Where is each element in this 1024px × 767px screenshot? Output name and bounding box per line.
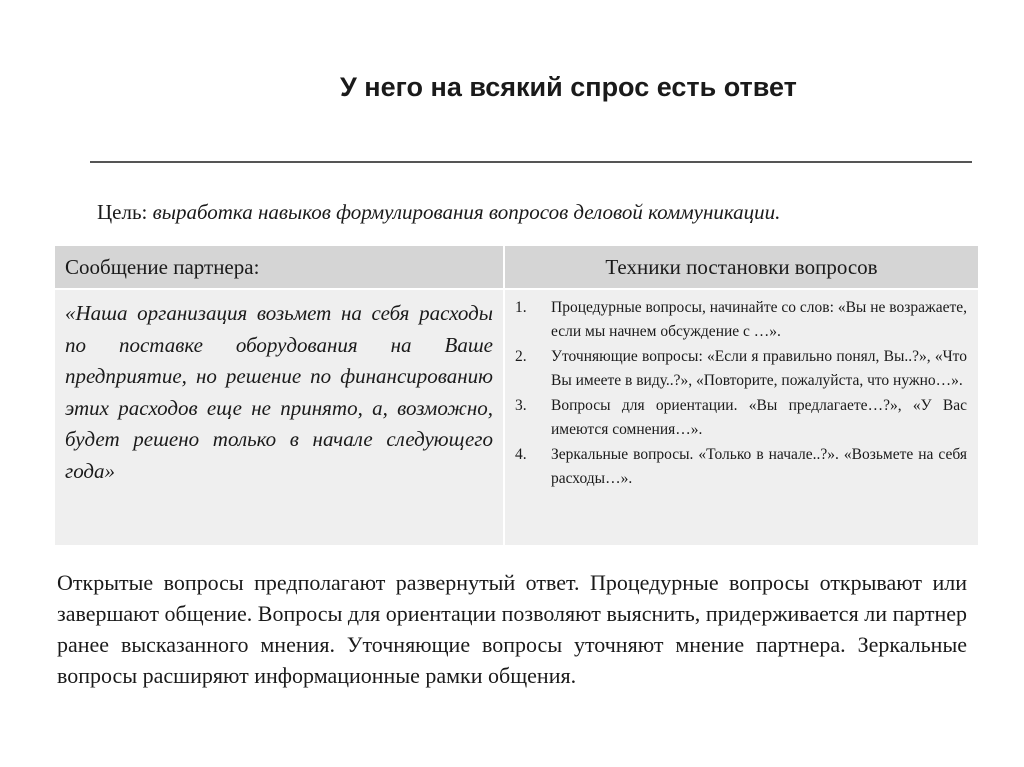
techniques-list xyxy=(515,296,967,492)
header-divider xyxy=(55,288,978,290)
header-techniques: Техники постановки вопросов xyxy=(505,246,978,288)
item-number: 1. xyxy=(515,299,527,316)
list-item xyxy=(515,296,967,343)
item-text: Зеркальные вопросы. «Только в начале..?». «Возьмете на себя расходы…». xyxy=(551,446,967,487)
item-number: 2. xyxy=(515,348,527,365)
summary-paragraph: Открытые вопросы предполагают развернутый ответ. Процедурные вопросы открывают или завершают общение. Вопросы для ориентации позволяют выяснить, придерживается ли партнер ранее высказанного мнения. Уточняющие вопросы уточняют мнение партнера. Зеркальные вопросы расширяют информационные рамки общения. xyxy=(57,570,967,688)
goal-text: выработка навыков формулирования вопросов деловой коммуникации. xyxy=(152,200,781,224)
item-text: Процедурные вопросы, начинайте со слов: «Вы не возражаете, если мы начнем обсуждение с …». xyxy=(551,299,967,340)
list-item xyxy=(515,345,967,392)
goal-statement xyxy=(97,200,780,225)
title-divider xyxy=(90,161,972,163)
item-number: 4. xyxy=(515,446,527,463)
header-partner-message: Сообщение партнера: xyxy=(55,246,503,288)
list-item xyxy=(515,394,967,441)
item-number: 3. xyxy=(515,397,527,414)
item-text: Уточняющие вопросы: «Если я правильно понял, Вы..?», «Что Вы имеете в виду..?», «Повторите, пожалуйста, что нужно…». xyxy=(551,348,967,389)
list-item xyxy=(515,443,967,490)
techniques-table xyxy=(55,246,978,545)
goal-label: Цель: xyxy=(97,200,153,224)
page-title: У него на всякий спрос есть ответ xyxy=(340,72,797,102)
partner-message-cell: «Наша организация возьмет на себя расходы по поставке оборудования на Ваше предприятие, но решение по финансированию этих расходов еще не принято, а, возможно, будет решено только в начале следующего года» xyxy=(65,301,493,483)
item-text: Вопросы для ориентации. «Вы предлагаете…?», «У Вас имеются сомнения…». xyxy=(551,397,967,438)
column-divider xyxy=(503,246,505,545)
